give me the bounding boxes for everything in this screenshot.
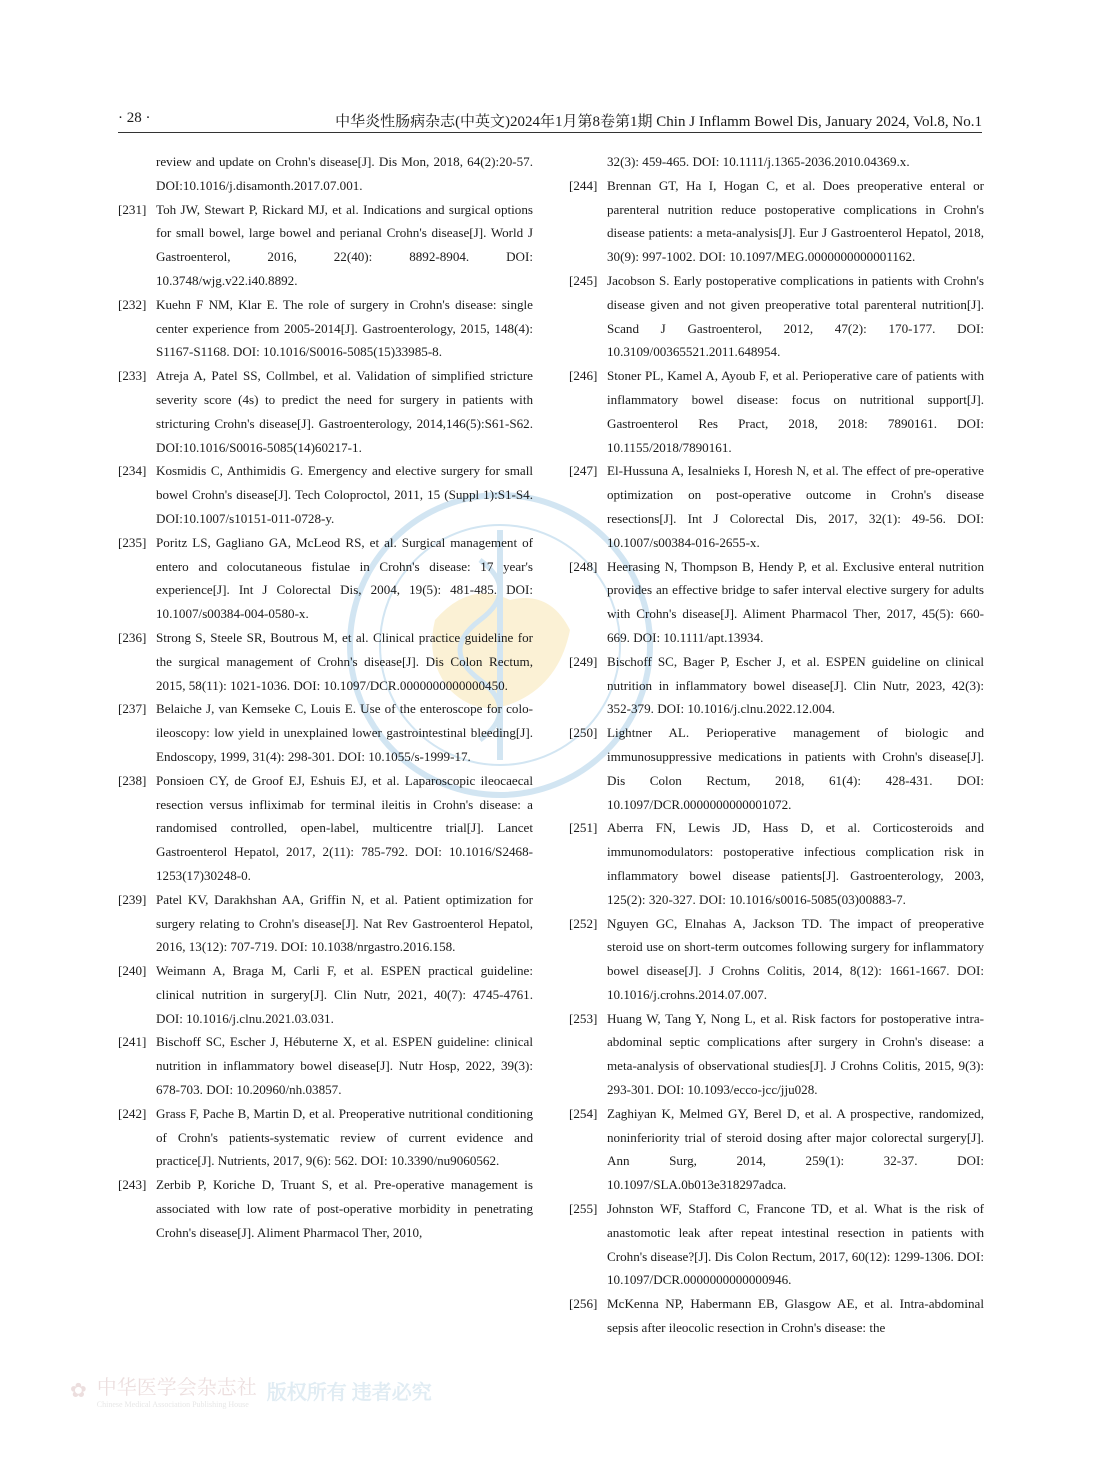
reference-number: [233]: [118, 368, 147, 384]
reference-number: [240]: [118, 963, 147, 979]
reference-text: Atreja A, Patel SS, Collmbel, et al. Validation of simplified stricture severity score (4s) to predict the need for surgery in patients with stricturing Crohn's disease[J]. Gastroenterology, 2014,146(5):S61-S62. DOI:10.1016/S0016-5085(14)60217-1.: [156, 368, 533, 455]
reference-entry: [569, 150, 984, 174]
publisher-name: 中华医学会杂志社 Chinese Medical Association Publishing House: [96, 1377, 257, 1409]
reference-text: Nguyen GC, Elnahas A, Jackson TD. The impact of preoperative steroid use on short-term outcomes following surgery for inflammatory bowel disease[J]. J Crohns Colitis, 2014, 8(12): 1661-1667. DOI: 10.1016/j.crohns.2014.07.007.: [607, 915, 984, 1002]
reference-number: [242]: [118, 1105, 147, 1121]
reference-text: McKenna NP, Habermann EB, Glasgow AE, et al. Intra-abdominal sepsis after ileocolic resection in Crohn's disease: the: [607, 1296, 984, 1336]
reference-text: Zerbib P, Koriche D, Truant S, et al. Pre-operative management is associated with low rate of post-operative morbidity in penetrating Crohn's disease[J]. Aliment Pharmacol Ther, 2010,: [156, 1177, 533, 1240]
reference-entry: [118, 1102, 533, 1173]
reference-text: Lightner AL. Perioperative management of biologic and immunosuppressive medications in patients with Crohn's disease[J]. Dis Colon Rectum, 2018, 61(4): 428-431. DOI: 10.1097/DCR.0000000000001072.: [607, 725, 984, 812]
reference-number: [239]: [118, 891, 147, 907]
reference-text: Grass F, Pache B, Martin D, et al. Preoperative nutritional conditioning of Crohn's patients-systematic review of current evidence and practice[J]. Nutrients, 2017, 9(6): 562. DOI: 10.3390/nu9060562.: [156, 1105, 533, 1169]
reference-entry: [118, 1173, 533, 1244]
reference-number: [247]: [569, 463, 598, 479]
reference-text: 32(3): 459-465. DOI: 10.1111/j.1365-2036.2010.04369.x.: [607, 154, 910, 169]
reference-entry: [569, 1102, 984, 1197]
right-reference-column: [569, 150, 984, 1340]
reference-entry: [118, 888, 533, 959]
reference-text: Kuehn F NM, Klar E. The role of surgery in Crohn's disease: single center experience from 2005-2014[J]. Gastroenterology, 2015, 148(4): S1167-S1168. DOI: 10.1016/S0016-5085(15)33985-8.: [156, 296, 533, 360]
reference-number: [237]: [118, 701, 147, 717]
reference-entry: [569, 555, 984, 650]
reference-entry: [118, 769, 533, 888]
left-reference-column: [118, 150, 533, 1245]
reference-entry: [569, 364, 984, 459]
reference-text: El-Hussuna A, Iesalnieks I, Horesh N, et al. The effect of pre-operative optimization on post-operative outcome in Crohn's disease resections[J]. Int J Colorectal Dis, 2017, 32(1): 49-56. DOI: 10.1007/s00384-016-2655-x.: [607, 463, 984, 550]
reference-text: Huang W, Tang Y, Nong L, et al. Risk factors for postoperative intra-abdominal septic complications after surgery in Crohn's disease: a meta-analysis of observational studies[J]. J Crohns Colitis, 2015, 9(3): 293-301. DOI: 10.1093/ecco-jcc/jju028.: [607, 1010, 984, 1098]
reference-text: Johnston WF, Stafford C, Francone TD, et al. What is the risk of anastomotic leak after repeat intestinal resection in patients with Crohn's disease?[J]. Dis Colon Rectum, 2017, 60(12): 1299-1306. DOI: 10.1097/DCR.0000000000000946.: [607, 1201, 984, 1288]
reference-entry: [118, 531, 533, 626]
reference-number: [255]: [569, 1201, 598, 1217]
reference-number: [249]: [569, 653, 598, 669]
reference-number: [235]: [118, 534, 147, 550]
reference-text: Ponsioen CY, de Groof EJ, Eshuis EJ, et al. Laparoscopic ileocaecal resection versus infliximab for terminal ileitis in Crohn's disease: a randomised controlled, open-label, multicentre trial[J]. Lancet Gastroenterol Hepatol, 2017, 2(11): 785-792. DOI: 10.1016/S2468-1253(17)30248-0.: [156, 772, 533, 883]
reference-number: [241]: [118, 1034, 147, 1050]
reference-text: Bischoff SC, Bager P, Escher J, et al. ESPEN guideline on clinical nutrition in inflammatory bowel disease[J]. Clin Nutr, 2023, 42(3): 352-379. DOI: 10.1016/j.clnu.2022.12.004.: [607, 653, 984, 717]
reference-text: Jacobson S. Early postoperative complications in patients with Crohn's disease given and not given preoperative total parenteral nutrition[J]. Scand J Gastroenterol, 2012, 47(2): 170-177. DOI: 10.3109/00365521.2011.648954.: [607, 272, 984, 360]
reference-entry: [569, 721, 984, 816]
reference-entry: [118, 626, 533, 697]
reference-text: Strong S, Steele SR, Boutrous M, et al. Clinical practice guideline for the surgical management of Crohn's disease[J]. Dis Colon Rectum, 2015, 58(11): 1021-1036. DOI: 10.1097/DCR.0000000000000450.: [156, 629, 533, 693]
reference-entry: [118, 959, 533, 1030]
page-header: [118, 106, 982, 133]
reference-text: Bischoff SC, Escher J, Hébuterne X, et al. ESPEN guideline: clinical nutrition in inflammatory bowel disease[J]. Nutr Hosp, 2022, 39(3): 678-703. DOI: 10.20960/nh.03857.: [156, 1034, 533, 1098]
publisher-logo-icon: ✿: [70, 1379, 87, 1402]
reference-number: [245]: [569, 272, 598, 288]
reference-text: Kosmidis C, Anthimidis G. Emergency and elective surgery for small bowel Crohn's disease[J]. Tech Coloproctol, 2011, 15 (Suppl 1):S1-S4. DOI:10.1007/s10151-011-0728-y.: [156, 463, 533, 526]
reference-entry: [569, 816, 984, 911]
journal-title: 中华炎性肠病杂志(中英文)2024年1月第8卷第1期 Chin J Inflamm Bowel Dis, January 2024, Vol.8, No.1: [335, 114, 982, 130]
reference-entry: [569, 269, 984, 364]
reference-entry: [569, 650, 984, 721]
reference-entry: [118, 697, 533, 768]
reference-number: [244]: [569, 177, 598, 193]
reference-entry: [118, 459, 533, 530]
reference-number: [243]: [118, 1177, 147, 1193]
reference-text: review and update on Crohn's disease[J]. Dis Mon, 2018, 64(2):20-57. DOI:10.1016/j.disamonth.2017.07.001.: [156, 154, 533, 193]
reference-text: Heerasing N, Thompson B, Hendy P, et al. Exclusive enteral nutrition provides an effective bridge to safer interval elective surgery for adults with Crohn's disease[J]. Aliment Pharmacol Ther, 2017, 45(5): 660-669. DOI: 10.1111/apt.13934.: [607, 558, 984, 645]
publisher-watermark: [70, 1370, 432, 1410]
reference-text: Belaiche J, van Kemseke C, Louis E. Use of the enteroscope for colo-ileoscopy: low yield in unexplained lower gastrointestinal bleeding[J]. Endoscopy, 1999, 31(4): 298-301. DOI: 10.1055/s-1999-17.: [156, 701, 533, 764]
reference-entry: [569, 174, 984, 269]
reference-entry: [118, 198, 533, 293]
reference-entry: [569, 459, 984, 554]
reference-entry: [569, 1197, 984, 1292]
reference-entry: [118, 364, 533, 459]
reference-number: [254]: [569, 1105, 598, 1121]
reference-entry: [569, 1292, 984, 1340]
reference-number: [251]: [569, 820, 598, 836]
reference-number: [252]: [569, 915, 598, 931]
reference-number: [250]: [569, 725, 598, 741]
reference-number: [231]: [118, 201, 147, 217]
page-number: · 28 ·: [118, 110, 151, 126]
reference-text: Aberra FN, Lewis JD, Hass D, et al. Corticosteroids and immunomodulators: postoperative infectious complication risk in inflammatory bowel disease patients[J]. Gastroenterology, 2003, 125(2): 320-327. DOI: 10.1016/s0016-5085(03)00883-7.: [607, 820, 984, 907]
reference-text: Weimann A, Braga M, Carli F, et al. ESPEN practical guideline: clinical nutrition in surgery[J]. Clin Nutr, 2021, 40(7): 4745-4761. DOI: 10.1016/j.clnu.2021.03.031.: [156, 963, 533, 1026]
reference-text: Toh JW, Stewart P, Rickard MJ, et al. Indications and surgical options for small bowel, large bowel and perianal Crohn's disease[J]. World J Gastroenterol, 2016, 22(40): 8892-8904. DOI: 10.3748/wjg.v22.i40.8892.: [156, 201, 533, 288]
reference-text: Brennan GT, Ha I, Hogan C, et al. Does preoperative enteral or parenteral nutrition reduce postoperative complications in Crohn's disease patients: a meta-analysis[J]. Eur J Gastroenterol Hepatol, 2018, 30(9): 997-1002. DOI: 10.1097/MEG.0000000000001162.: [607, 177, 984, 265]
reference-entry: [569, 912, 984, 1007]
reference-number: [236]: [118, 629, 147, 645]
reference-text: Zaghiyan K, Melmed GY, Berel D, et al. A prospective, randomized, noninferiority trial of steroid dosing after major colorectal surgery[J]. Ann Surg, 2014, 259(1): 32-37. DOI: 10.1097/SLA.0b013e318297adca.: [607, 1105, 984, 1193]
copyright-tag: 版权所有 违者必究: [266, 1381, 432, 1404]
reference-number: [253]: [569, 1010, 598, 1026]
reference-number: [256]: [569, 1296, 598, 1312]
reference-number: [234]: [118, 463, 147, 479]
reference-number: [248]: [569, 558, 598, 574]
reference-text: Patel KV, Darakhshan AA, Griffin N, et al. Patient optimization for surgery relating to Crohn's disease[J]. Nat Rev Gastroenterol Hepatol, 2016, 13(12): 707-719. DOI: 10.1038/nrgastro.2016.158.: [156, 891, 533, 955]
reference-entry: [118, 150, 533, 198]
reference-entry: [118, 1030, 533, 1101]
reference-entry: [118, 293, 533, 364]
reference-text: Poritz LS, Gagliano GA, McLeod RS, et al. Surgical management of entero and colocutaneous fistulae in Crohn's disease: 17 year's experience[J]. Int J Colorectal Dis, 2004, 19(5): 481-485. DOI: 10.1007/s00384-004-0580-x.: [156, 534, 533, 622]
reference-number: [238]: [118, 772, 147, 788]
reference-text: Stoner PL, Kamel A, Ayoub F, et al. Perioperative care of patients with inflammatory bowel disease: focus on nutritional support[J]. Gastroenterol Res Pract, 2018, 2018: 7890161. DOI: 10.1155/2018/7890161.: [607, 368, 984, 455]
reference-entry: [569, 1007, 984, 1102]
reference-number: [232]: [118, 296, 147, 312]
reference-number: [246]: [569, 368, 598, 384]
